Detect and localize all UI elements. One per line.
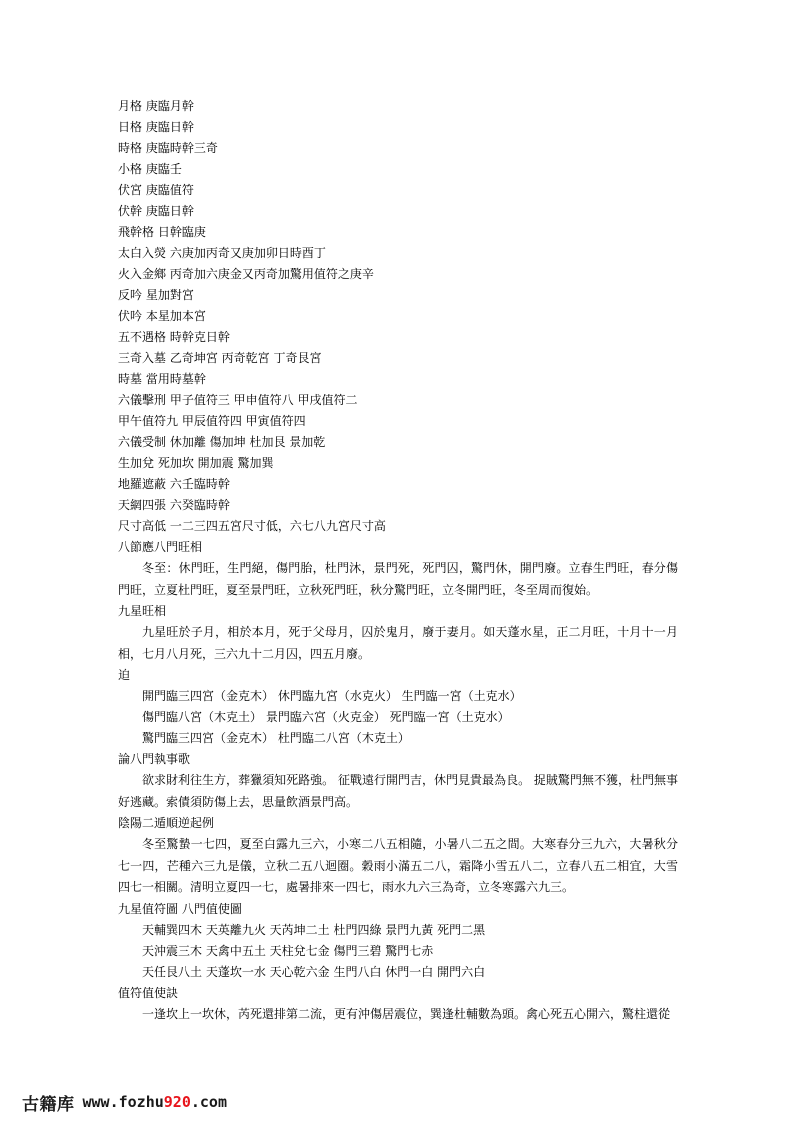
text-line: 六儀受制 休加離 傷加坤 杜加艮 景加乾 [118,435,326,449]
text-line: 伏幹 庚臨日幹 [118,204,194,218]
text-line: 火入金鄉 丙奇加六庚金又丙奇加驚用值符之庚辛 [118,267,374,281]
section-heading: 論八門執事歌 [118,752,191,766]
text-line: 傷門臨八宮（木克土） 景門臨六宮（火克金） 死門臨一宮（土克水） [142,710,510,724]
text-line: 飛幹格 日幹臨庚 [118,225,206,239]
text-line: 伏宮 庚臨值符 [118,183,194,197]
paragraph-yin-yang: 冬至驚蟄一七四，夏至白露九三六，小寒二八五相隨，小暑八二五之間。大寒春分三九六，大暑秋分七一四，芒種六三九是儀，立秋二五八迴圈。穀雨小滿五二八，霜降小雪五八二，立春八五二相宜，大雪四七一相關。清明立夏四一七，處暑排來一四七，雨水九六三為奇，立冬寒露六九三。 [118,837,678,894]
section-heading: 八節應八門旺相 [118,540,203,554]
site-url-suffix: .com [190,1093,227,1111]
text-line: 天輔巽四木 天英離九火 天芮坤二土 杜門四綠 景門九黃 死門二黑 [142,922,486,937]
text-line: 驚門臨三四宮（金克木） 杜門臨二八宮（木克土） [142,731,410,745]
text-line: 天網四張 六癸臨時幹 [118,498,230,512]
section-heading: 值符值使訣 [118,985,179,1000]
section-heading: 九星值符圖 八門值使圖 [118,901,242,916]
section-heading: 陰陽二遁順逆起例 [118,816,215,830]
text-line: 尺寸高低 一二三四五宮尺寸低，六七八九宮尺寸高 [118,519,386,533]
text-line: 日格 庚臨日幹 [118,120,194,134]
site-url-number: 920 [163,1093,191,1111]
text-line: 時格 庚臨時幹三奇 [118,141,218,155]
text-line: 甲午值符九 甲辰值符四 甲寅值符四 [118,414,306,428]
section-heading: 九星旺相 [118,604,167,618]
text-line: 太白入熒 六庚加丙奇又庚加卯日時酉丁 [118,246,326,260]
text-line: 生加兌 死加坎 開加震 驚加巽 [118,456,274,470]
text-line: 地羅遮蔽 六壬臨時幹 [118,477,230,491]
text-line: 開門臨三四宮（金克木） 休門臨九宮（水克火） 生門臨一宮（土克水） [142,689,522,703]
paragraph-verse: 一逢坎上一坎休，芮死還排第二流，更有沖傷居震位，巽逢杜輔數為頭。禽心死五心開六，驚柱還從 [142,1006,671,1021]
site-url-prefix: www.fozhu [82,1093,164,1111]
paragraph-nine-stars: 九星旺於子月，相於本月，死于父母月，囚於鬼月，廢于妻月。如天蓬水星，正二月旺，十月十一月相，七月八月死，三六九十二月囚，四五月廢。 [118,625,678,661]
section-heading: 迫 [118,668,131,682]
text-line: 天任艮八土 天蓬坎一水 天心乾六金 生門八白 休門一白 開門六白 [142,964,486,979]
text-line: 五不遇格 時幹克日幹 [118,330,230,344]
text-line: 六儀擊刑 甲子值符三 甲申值符八 甲戌值符二 [118,393,358,407]
text-line: 反吟 星加對宮 [118,288,194,302]
text-line: 小格 庚臨壬 [118,162,182,176]
page-content [118,96,678,1025]
footer-watermark [22,1089,227,1115]
paragraph-eight-gates: 冬至：休門旺，生門絕，傷門胎，杜門沐，景門死，死門囚，驚門休，開門廢。立春生門旺，春分傷門旺，立夏杜門旺，夏至景門旺，立秋死門旺，秋分驚門旺，立冬開門旺，冬至周而復始。 [118,561,678,597]
site-name: 古籍库 [22,1094,75,1115]
text-line: 天沖震三木 天禽中五土 天柱兌七金 傷門三碧 驚門七赤 [142,943,434,958]
text-line: 三奇入墓 乙奇坤宮 丙奇乾宮 丁奇艮宮 [118,351,322,365]
paragraph-gates-song: 欲求財利往生方，葬獵須知死路強。 征戰遠行開門吉，休門見貴最為良。 捉賊驚門無不獲，杜門無事好逃藏。索債須防傷上去，思量飲酒景門高。 [118,773,678,809]
text-line: 伏吟 本星加本宮 [118,309,206,323]
text-line: 時墓 當用時墓幹 [118,372,206,386]
text-line: 月格 庚臨月幹 [118,99,194,113]
